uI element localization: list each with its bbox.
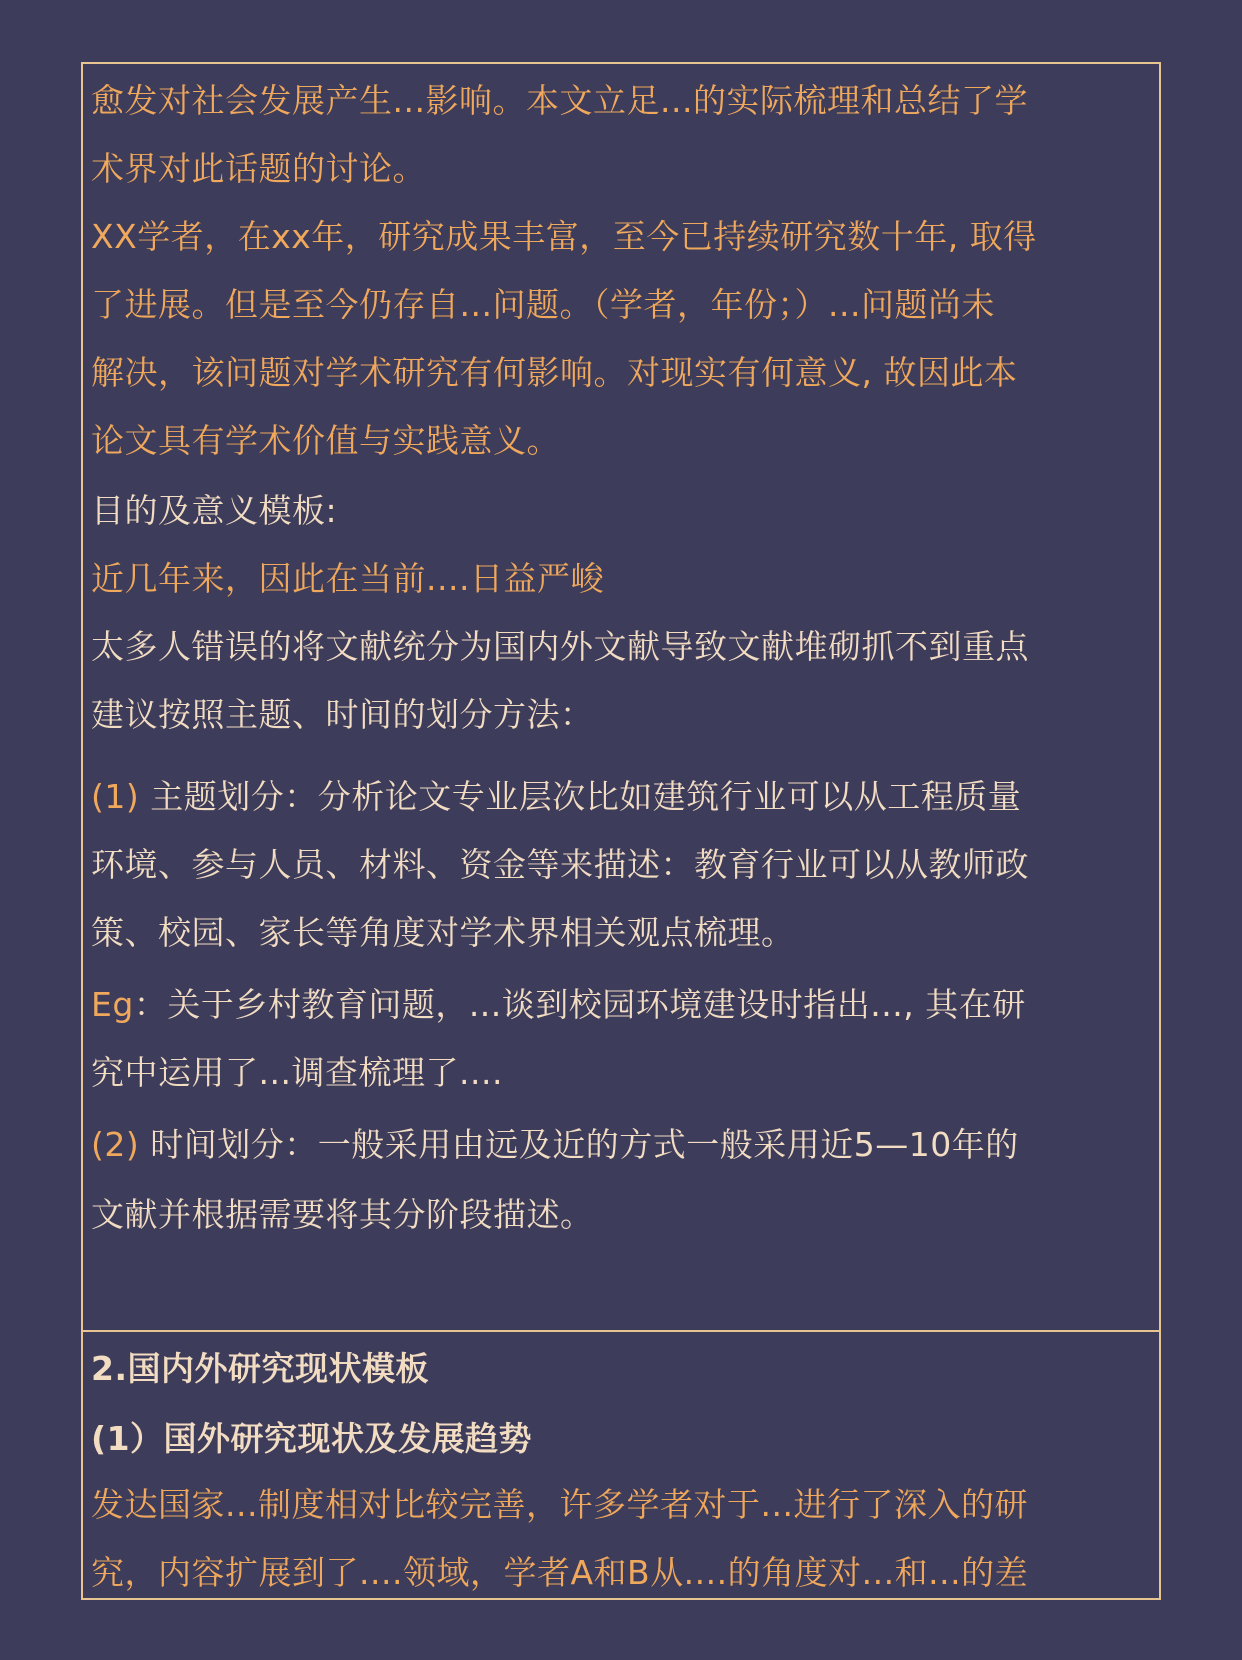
example-line: [91, 968, 1155, 1042]
text-line: 环境、参与人员、材料、资金等来描述：教育行业可以从教师政: [91, 845, 1029, 884]
text-line: 近几年来，因此在当前....日益严峻: [91, 559, 604, 598]
purpose-template-label: 目的及意义模板:: [91, 491, 338, 530]
text-line: 术界对此话题的讨论。: [91, 149, 426, 188]
text-line: 究，内容扩展到了....领域，学者A和B从....的角度对...和...的差: [91, 1553, 1029, 1592]
list-item-time-division: [91, 1108, 1155, 1182]
example-text: ：关于乡村教育问题，...谈到校园环境建设时指出..., 其在研: [133, 985, 1026, 1024]
text-line: 究中运用了...调查梳理了....: [91, 1053, 503, 1092]
section-subheading: (1）国外研究现状及发展趋势: [91, 1419, 533, 1458]
list-marker: (1): [91, 777, 151, 816]
text-line: 了进展。但是至今仍存自...问题。（学者，年份；）...问题尚未: [91, 285, 995, 324]
text-line: 论文具有学术价值与实践意义。: [91, 421, 560, 460]
section-research-status: [83, 1330, 1159, 1600]
text-line: 文献并根据需要将其分阶段描述。: [91, 1195, 594, 1234]
text-line: 建议按照主题、时间的划分方法：: [91, 695, 594, 734]
document-frame: [81, 62, 1161, 1600]
list-item-text: 主题划分：分析论文专业层次比如建筑行业可以从工程质量: [150, 777, 1022, 816]
section-heading: 2.国内外研究现状模板: [91, 1349, 429, 1388]
text-line: XX学者，在xx年，研究成果丰富，至今已持续研究数十年, 取得: [91, 217, 1037, 256]
text-line: 解决，该问题对学术研究有何影响。对现实有何意义, 故因此本: [91, 353, 1018, 392]
text-line: 愈发对社会发展产生...影响。本文立足...的实际梳理和总结了学: [91, 81, 1028, 120]
list-item-text: 时间划分：一般采用由远及近的方式一般采用近5—10年的: [150, 1125, 1019, 1164]
text-line: 策、校园、家长等角度对学术界相关观点梳理。: [91, 913, 795, 952]
list-marker: (2): [91, 1125, 151, 1164]
text-line: 发达国家...制度相对比较完善，许多学者对于...进行了深入的研: [91, 1485, 1028, 1524]
list-item-topic-division: [91, 760, 1155, 834]
section-research-background: [83, 64, 1159, 1330]
example-marker: Eg: [91, 985, 134, 1024]
text-line: 太多人错误的将文献统分为国内外文献导致文献堆砌抓不到重点: [91, 627, 1029, 666]
